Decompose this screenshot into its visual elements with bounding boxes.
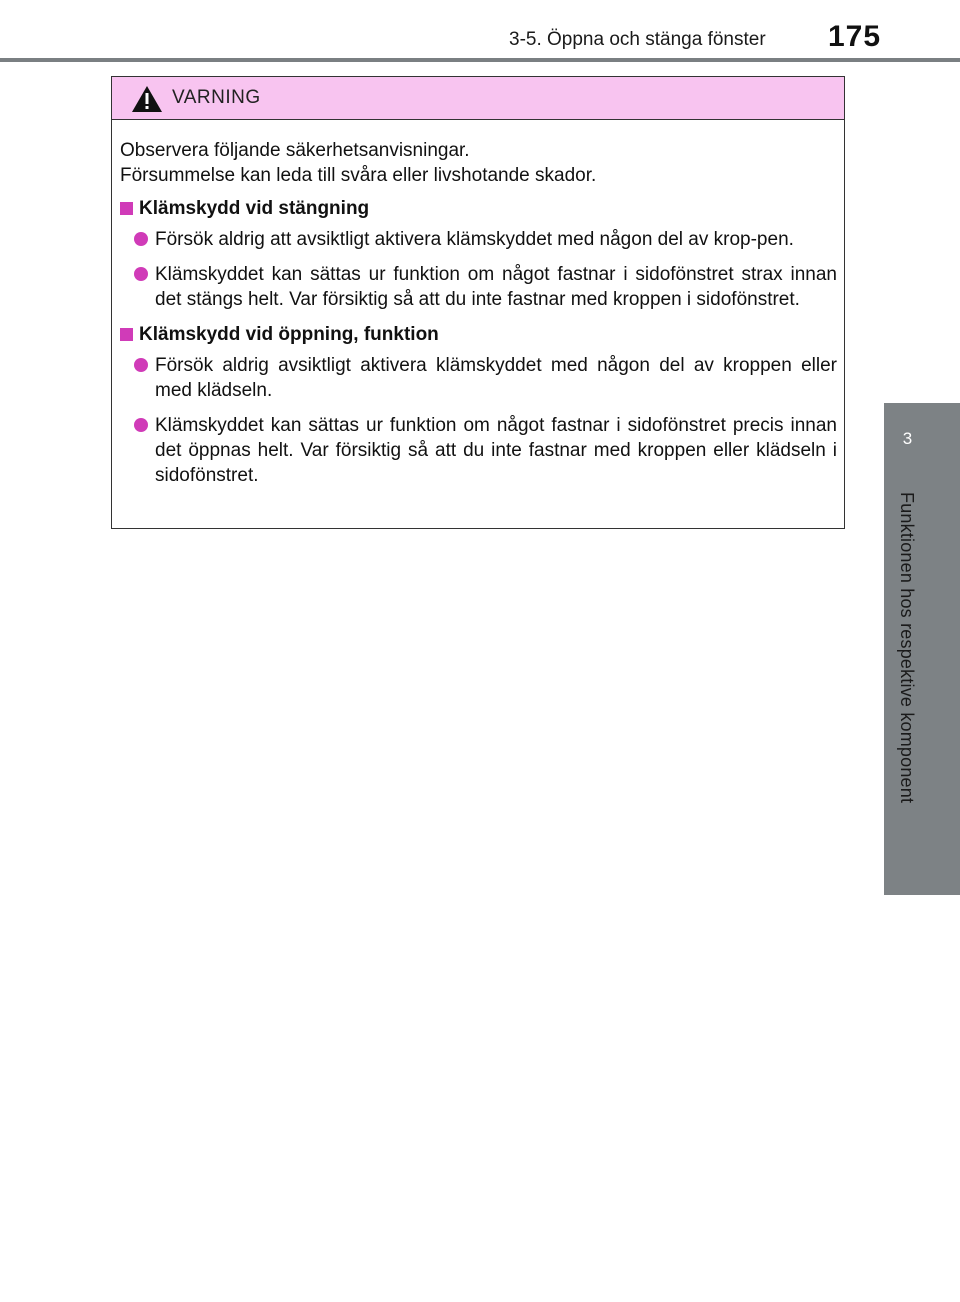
list-item-text: Försök aldrig att avsiktligt aktivera klämskyddet med någon del av krop-pen. <box>155 229 794 250</box>
list-item <box>134 262 837 312</box>
section-heading <box>120 322 837 347</box>
intro-line: Observera följande säkerhetsanvisningar. <box>120 140 470 161</box>
warning-section <box>120 322 837 488</box>
warning-title: VARNING <box>172 87 261 108</box>
list-item <box>134 227 837 252</box>
warning-box <box>111 76 845 529</box>
round-bullet-icon <box>134 418 148 432</box>
page-number: 175 <box>828 20 882 53</box>
round-bullet-icon <box>134 232 148 246</box>
list-item <box>134 353 837 403</box>
round-bullet-icon <box>134 358 148 372</box>
section-heading-text: Klämskydd vid stängning <box>139 198 370 219</box>
list-item-text: Klämskyddet kan sättas ur funktion om något fastnar i sidofönstret strax innan det stängs helt. Var försiktig så att du inte fastnar med kroppen i sidofönstret. <box>155 264 837 310</box>
section-heading <box>120 196 837 221</box>
list-item-text: Försök aldrig avsiktligt aktivera klämskyddet med någon del av kroppen eller med klädseln. <box>155 355 837 401</box>
warning-body <box>112 120 844 488</box>
section-heading-text: Klämskydd vid öppning, funktion <box>139 324 439 345</box>
chapter-number: 3 <box>902 429 913 448</box>
warning-intro <box>120 138 837 188</box>
warning-section <box>120 196 837 312</box>
list-item <box>134 413 837 488</box>
square-bullet-icon <box>120 202 133 215</box>
round-bullet-icon <box>134 267 148 281</box>
list-item-text: Klämskyddet kan sättas ur funktion om något fastnar i sidofönstret precis innan det öppnas helt. Var försiktig så att du inte fastnar med kroppen eller klädseln i sidofönstret. <box>155 415 837 486</box>
warning-header <box>112 77 844 120</box>
square-bullet-icon <box>120 328 133 341</box>
chapter-label: Funktionen hos respektive komponent <box>897 492 917 804</box>
section-title: 3-5. Öppna och stänga fönster <box>509 29 766 50</box>
warning-triangle-icon <box>131 85 163 113</box>
intro-line: Försummelse kan leda till svåra eller livshotande skador. <box>120 165 597 186</box>
header-rule <box>0 58 960 62</box>
